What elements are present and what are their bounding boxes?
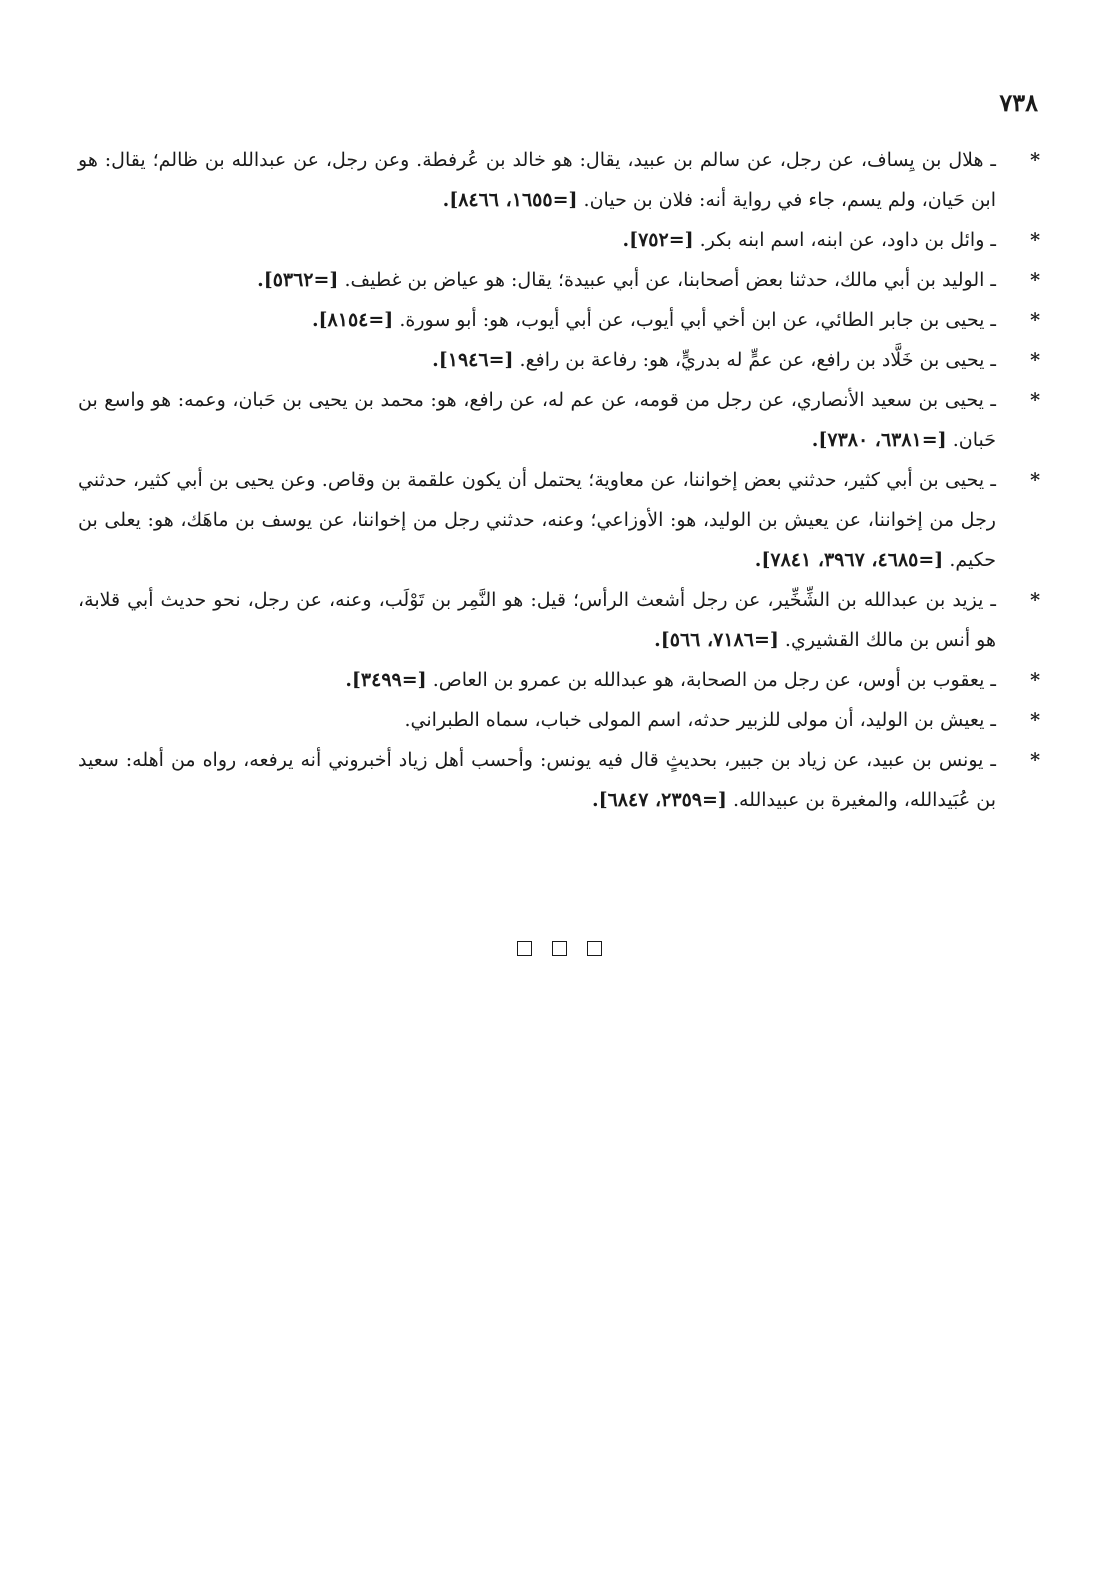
entry-list [78, 140, 1040, 820]
entry-text: ـ هلال بن يِساف، عن رجل، عن سالم بن عبيد، يقال: هو خالد بن عُرفطة. وعن رجل، عن عبدالله بن ظالم؛ يقال: هو ابن حَيان، ولم يسم، جاء في رواية أنه: فلان بن حيان. [78, 149, 996, 211]
square-ornament-icon [587, 941, 602, 956]
bullet-star: * [1030, 469, 1040, 491]
bullet-star: * [1030, 669, 1040, 691]
bullet-star: * [1030, 149, 1040, 171]
list-item [78, 460, 1040, 580]
page-number: ٧٣٨ [999, 88, 1038, 117]
bullet-star: * [1030, 709, 1040, 731]
entry-text: ـ وائل بن داود، عن ابنه، اسم ابنه بكر. [693, 229, 996, 251]
list-item [78, 380, 1040, 460]
bullet-star: * [1030, 309, 1040, 331]
entry-refs: [=٦٣٨١، ٧٣٨٠]. [811, 429, 947, 451]
square-ornament-icon [517, 941, 532, 956]
list-item [78, 740, 1040, 820]
entry-refs: [=٧٥٢]. [622, 229, 694, 251]
entry-text: ـ يونس بن عبيد، عن زياد بن جبير، بحديثٍ قال فيه يونس: وأحسب أهل زياد أخبروني أنه يرفعه، رواه من أهله: سعيد بن عُبَيدالله، والمغيرة بن عبيدالله. [78, 749, 996, 811]
entry-text: ـ يحيى بن سعيد الأنصاري، عن رجل من قومه، عن عم له، عن رافع، هو: محمد بن يحيى بن حَبان، وعمه: هو واسع بن حَبان. [78, 389, 996, 451]
entry-text: ـ يحيى بن أبي كثير، حدثني بعض إخواننا، عن معاوية؛ يحتمل أن يكون علقمة بن وقاص. وعن يحيى بن أبي كثير، حدثني رجل من إخواننا، عن يعيش بن الوليد، هو: الأوزاعي؛ وعنه، حدثني رجل من إخواننا، عن يوسف بن ماهَك، هو: يعلى بن حكيم. [78, 469, 996, 571]
bullet-star: * [1030, 589, 1040, 611]
list-item [78, 340, 1040, 380]
bullet-star: * [1030, 389, 1040, 411]
bullet-star: * [1030, 349, 1040, 371]
entry-refs: [=١٦٥٥، ٨٤٦٦]. [442, 189, 578, 211]
entry-refs: [=٣٤٩٩]. [345, 669, 427, 691]
entry-text: ـ الوليد بن أبي مالك، حدثنا بعض أصحابنا، عن أبي عبيدة؛ يقال: هو عياض بن غطيف. [338, 269, 996, 291]
list-item [78, 300, 1040, 340]
list-item [78, 580, 1040, 660]
entry-text: ـ يحيى بن خَلَّاد بن رافع، عن عمٍّ له بدريٍّ، هو: رفاعة بن رافع. [513, 349, 996, 371]
list-item [78, 220, 1040, 260]
bullet-star: * [1030, 749, 1040, 771]
entry-text: ـ يزيد بن عبدالله بن الشِّخِّير، عن رجل أشعث الرأس؛ قيل: هو النَّمِر بن تَوْلَب، وعنه، عن رجل، نحو حديث أبي قلابة، هو أنس بن مالك القشيري. [78, 589, 996, 651]
square-ornament-icon [552, 941, 567, 956]
entry-refs: [=١٩٤٦]. [432, 349, 514, 371]
entry-refs: [=٤٦٨٥، ٣٩٦٧، ٧٨٤١]. [754, 549, 944, 571]
entry-refs: [=٨١٥٤]. [311, 309, 394, 331]
entry-text: ـ يعقوب بن أوس، عن رجل من الصحابة، هو عبدالله بن عمرو بن العاص. [426, 669, 996, 691]
list-item [78, 260, 1040, 300]
entry-refs: [=٧١٨٦، ٥٦٦]. [654, 629, 779, 651]
bullet-star: * [1030, 269, 1040, 291]
bullet-star: * [1030, 229, 1040, 251]
entry-refs: [=٢٣٥٩، ٦٨٤٧]. [591, 789, 727, 811]
entry-text: ـ يحيى بن جابر الطائي، عن ابن أخي أبي أيوب، عن أبي أيوب، هو: أبو سورة. [393, 309, 996, 331]
entry-text: ـ يعيش بن الوليد، أن مولى للزبير حدثه، اسم المولى خباب، سماه الطبراني. [404, 709, 996, 731]
list-item [78, 140, 1040, 220]
entry-refs: [=٥٣٦٢]. [257, 269, 339, 291]
section-end-marks [0, 940, 1118, 961]
list-item [78, 660, 1040, 700]
list-item [78, 700, 1040, 740]
